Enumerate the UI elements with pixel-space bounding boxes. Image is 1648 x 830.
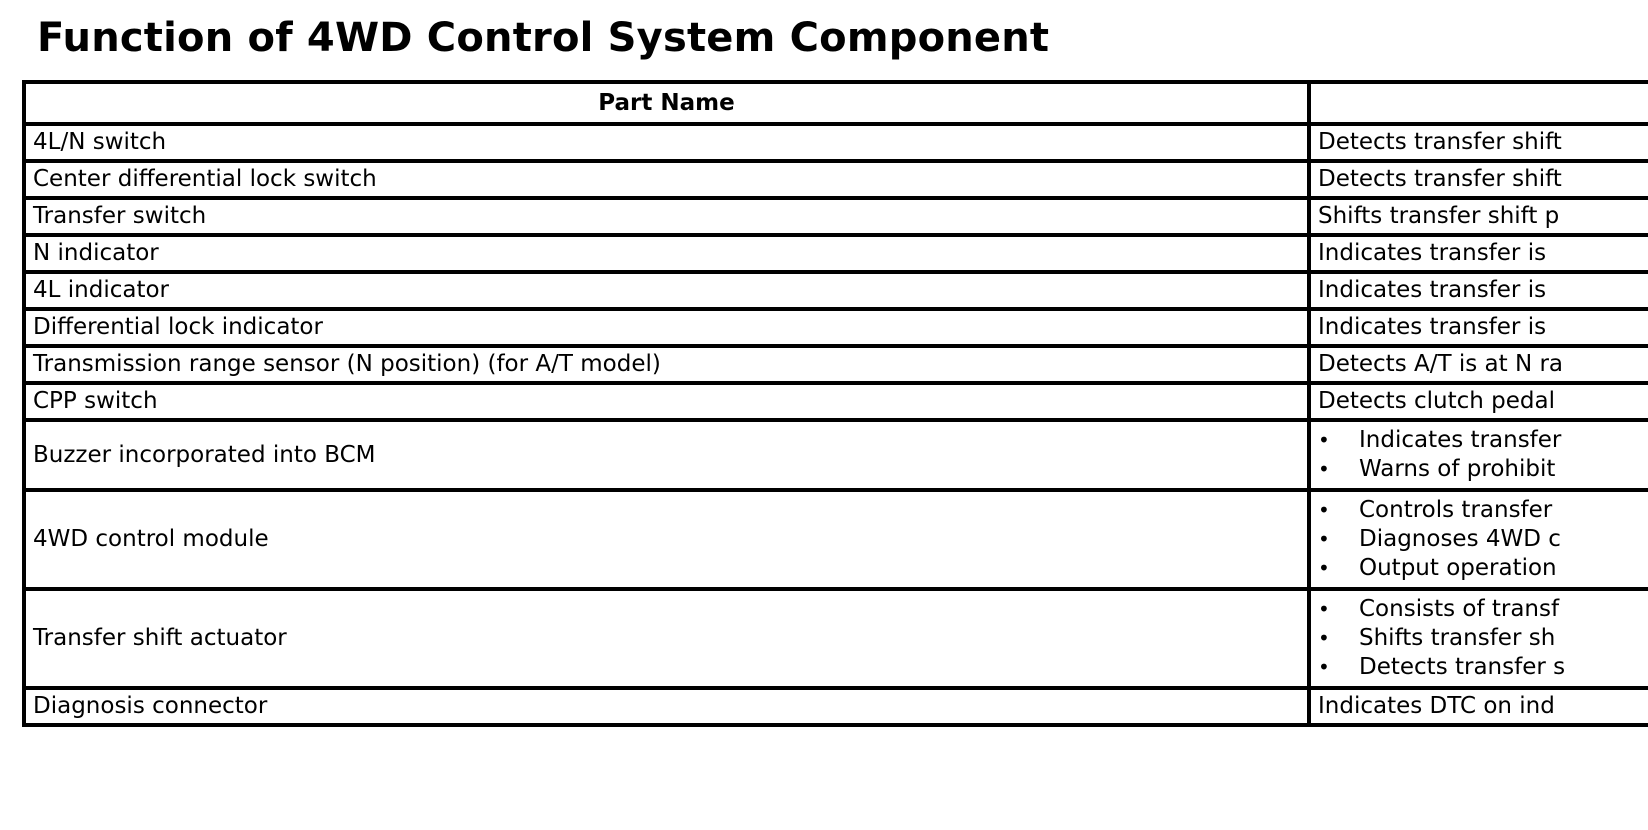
function-bullet-item [1318,525,1648,554]
function-text: Detects transfer shift [1318,166,1562,192]
function-bullet-list [1318,426,1648,484]
bullet-icon: • [1318,498,1330,522]
bullet-icon: • [1318,556,1330,580]
function-table-viewport [22,80,1648,770]
function-bullet-item [1318,653,1648,682]
table-row [24,272,1648,309]
part-name-cell: Differential lock indicator [24,309,1309,346]
function-text: Warns of prohibit [1359,456,1556,482]
function-bullet-item [1318,496,1648,525]
header-function [1309,82,1648,124]
function-cell [1309,490,1648,589]
function-text: Detects clutch pedal [1318,388,1555,414]
table-row [24,688,1648,725]
function-text: Detects transfer s [1359,654,1566,680]
function-table [22,80,1648,727]
function-text: Indicates transfer [1359,427,1562,453]
part-name-cell: Transmission range sensor (N position) (for A/T model) [24,346,1309,383]
function-cell [1309,309,1648,346]
function-text: Controls transfer [1359,497,1553,523]
part-name-cell: Diagnosis connector [24,688,1309,725]
function-cell [1309,383,1648,420]
part-name-cell: 4WD control module [24,490,1309,589]
function-text: Detects A/T is at N ra [1318,351,1564,377]
function-text: Indicates transfer is [1318,314,1547,340]
part-name-cell: Transfer switch [24,198,1309,235]
function-text: Output operation [1359,555,1557,581]
table-row [24,309,1648,346]
function-cell [1309,346,1648,383]
page-title: Function of 4WD Control System Component [37,15,1050,61]
function-text: Diagnoses 4WD c [1359,526,1561,552]
function-cell [1309,124,1648,161]
function-bullet-item [1318,455,1648,484]
function-text: Indicates transfer is [1318,240,1547,266]
function-cell [1309,272,1648,309]
function-text: Consists of transf [1359,596,1560,622]
table-row [24,235,1648,272]
function-text: Shifts transfer shift p [1318,203,1560,229]
table-row [24,124,1648,161]
function-cell [1309,420,1648,490]
table-row [24,346,1648,383]
part-name-cell: 4L indicator [24,272,1309,309]
function-text: Indicates transfer is [1318,277,1547,303]
bullet-icon: • [1318,626,1330,650]
bullet-icon: • [1318,527,1330,551]
function-text: Indicates DTC on ind [1318,693,1555,719]
bullet-icon: • [1318,597,1330,621]
part-name-cell: 4L/N switch [24,124,1309,161]
table-row [24,589,1648,688]
bullet-icon: • [1318,655,1330,679]
function-text: Detects transfer shift [1318,129,1562,155]
part-name-cell: N indicator [24,235,1309,272]
part-name-cell: Transfer shift actuator [24,589,1309,688]
function-cell [1309,688,1648,725]
table-row [24,161,1648,198]
function-bullet-list [1318,496,1648,583]
function-bullet-item [1318,595,1648,624]
table-body [24,124,1648,725]
part-name-cell: CPP switch [24,383,1309,420]
table-row [24,490,1648,589]
bullet-icon: • [1318,457,1330,481]
part-name-cell: Buzzer incorporated into BCM [24,420,1309,490]
table-row [24,420,1648,490]
function-text: Shifts transfer sh [1359,625,1556,651]
table-row [24,383,1648,420]
function-cell [1309,198,1648,235]
function-cell [1309,589,1648,688]
function-bullet-item [1318,426,1648,455]
header-part-name: Part Name [24,82,1309,124]
function-cell [1309,235,1648,272]
function-bullet-list [1318,595,1648,682]
function-bullet-item [1318,624,1648,653]
part-name-cell: Center differential lock switch [24,161,1309,198]
function-bullet-item [1318,554,1648,583]
table-header-row [24,82,1648,124]
function-cell [1309,161,1648,198]
table-row [24,198,1648,235]
bullet-icon: • [1318,428,1330,452]
